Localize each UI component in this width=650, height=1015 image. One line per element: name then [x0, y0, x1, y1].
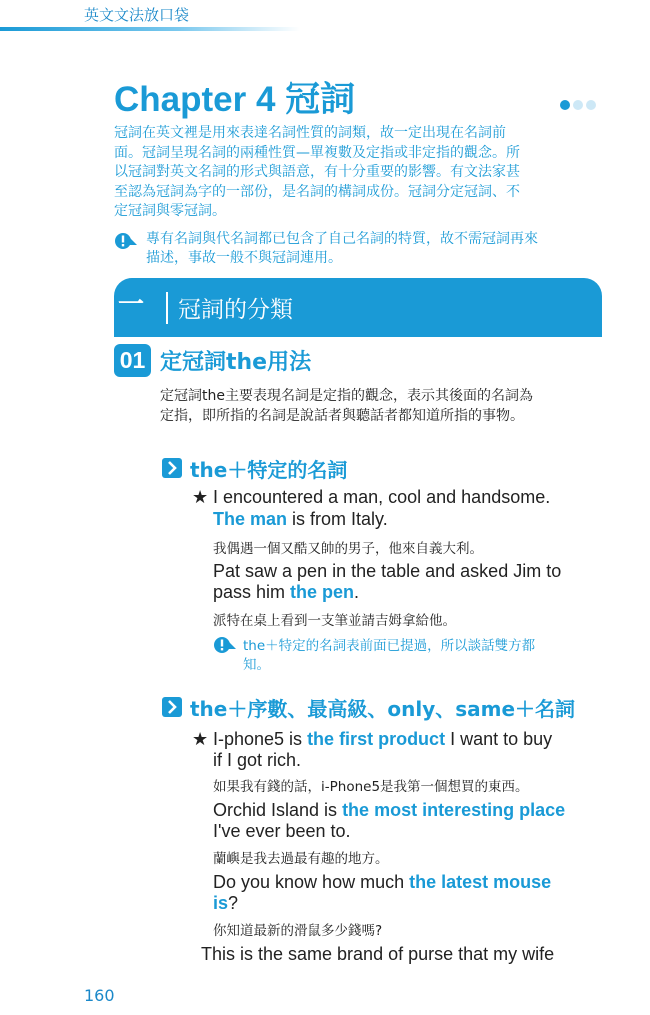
chapter-intro — [114, 124, 609, 222]
point-title: the＋特定的名詞 — [190, 458, 348, 482]
exclamation-note-icon — [114, 232, 136, 248]
example-sentence: pass him the pen. — [213, 582, 360, 602]
intro-line: 以冠詞對英文名詞的形式與語意，有十分重要的影響。有文法家甚 — [114, 164, 520, 180]
point-title: the＋序數、最高級、only、same＋名詞 — [190, 697, 576, 721]
highlight-phrase: The man — [213, 509, 288, 529]
section-divider — [166, 292, 168, 324]
running-head-title: 英文文法放口袋 — [84, 6, 190, 24]
note-line: 專有名詞與代名詞都已包含了自己名詞的特質，故不需冠詞再來 — [146, 231, 538, 247]
example-sentence: Orchid Island is the most interesting place — [213, 800, 566, 820]
section-title: 冠詞的分類 — [178, 297, 293, 323]
highlight-phrase: is — [213, 893, 229, 913]
example-sentence: if I got rich. — [213, 750, 302, 770]
subsection-desc-line: 定冠詞the主要表現名詞是定指的觀念，表示其後面的名詞為 — [160, 388, 533, 404]
intro-line: 冠詞在英文裡是用來表達名詞性質的詞類，故一定出現在名詞前 — [114, 125, 506, 141]
chapter-title: Chapter 4 冠詞 — [114, 80, 356, 119]
note-line: 知。 — [243, 657, 270, 673]
intro-line: 至認為冠詞為字的一部份，是名詞的構詞成份。冠詞分定冠詞、不 — [114, 183, 520, 200]
page-number: 160 — [84, 986, 115, 1005]
exclamation-note-icon — [213, 636, 235, 652]
example-translation: 派特在桌上看到一支筆並請吉姆拿給他。 — [213, 613, 456, 629]
section-number: 一 — [118, 290, 145, 320]
dot-icon — [573, 100, 583, 110]
highlight-phrase: the latest mouse — [409, 872, 552, 892]
chevron-right-icon — [162, 458, 182, 478]
dot-icon — [586, 100, 596, 110]
intro-line: 定冠詞與零冠詞。 — [114, 203, 226, 219]
intro-line: 面。冠詞呈現名詞的兩種性質—單複數及定指或非定指的觀念。所 — [114, 144, 520, 161]
dot-icon — [560, 100, 570, 110]
highlight-phrase: the first product — [307, 729, 446, 749]
note-line: 描述，事故一般不與冠詞連用。 — [146, 250, 342, 266]
example-sentence: Do you know how much the latest mouse — [213, 872, 552, 892]
subsection-number-badge: 01 — [114, 344, 151, 377]
star-bullet: ★ — [192, 487, 209, 508]
subsection-desc-line: 定指，即所指的名詞是說話者與聽話者都知道所指的事物。 — [160, 408, 524, 424]
example-translation: 如果我有錢的話，i-Phone5是我第一個想買的東西。 — [213, 779, 529, 795]
example-sentence: I've ever been to. — [213, 821, 351, 841]
example-sentence: is? — [213, 893, 239, 913]
chevron-right-icon — [162, 697, 182, 717]
subsection-title: 定冠詞the用法 — [160, 350, 312, 375]
example-translation: 蘭嶼是我去過最有趣的地方。 — [213, 851, 389, 867]
star-bullet: ★ — [192, 729, 209, 750]
example-translation: 我偶遇一個又酷又帥的男子，他來自義大利。 — [213, 541, 483, 557]
decorative-dots — [560, 95, 599, 114]
example-sentence: This is the same brand of purse that my wife — [201, 944, 555, 964]
example-sentence: Pat saw a pen in the table and asked Jim to — [213, 561, 562, 581]
note-line: the＋特定的名詞表前面已提過，所以談話雙方都 — [243, 638, 536, 654]
example-sentence: I encountered a man, cool and handsome. — [213, 487, 551, 507]
highlight-phrase: the pen — [290, 582, 355, 602]
highlight-phrase: the most interesting place — [342, 800, 566, 820]
example-sentence: The man is from Italy. — [213, 509, 388, 529]
example-translation: 你知道最新的滑鼠多少錢嗎? — [213, 923, 383, 939]
header-rule — [0, 27, 300, 31]
example-sentence: I-phone5 is the first product I want to buy — [213, 729, 553, 749]
